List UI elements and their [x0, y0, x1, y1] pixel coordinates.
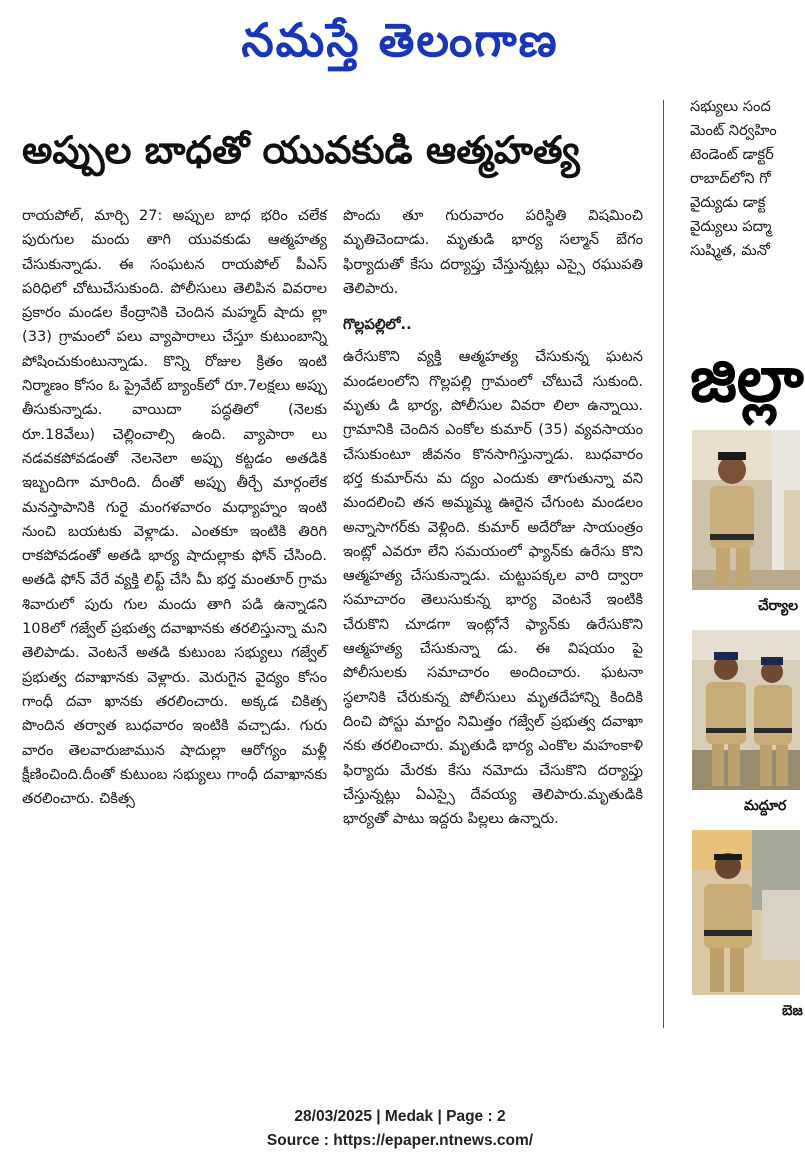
sidebar-line: రాబాద్‌లోని గో	[690, 170, 771, 187]
article-paragraph: రాయపోల్‌, మార్చి 27: అప్పుల బాధ భరిం చలేక పురుగుల మందు తాగి యువకుడు ఆత్మహత్య చేసుకున్నాడు. ఈ సంఘటన రాయపోల్‌ పీఎస్‌ పరిధిలో చోటుచేసుకుంది. పోలీసులు తెలిపిన వివరాల ప్రకారం మండల కేంద్రానికి చెందిన మహ్మద్‌ షాదు ల్లా (33) గ్రామంలో పలు వ్యాపారాలు చేస్తూ కుటుంబాన్ని పోషించుకుంటున్నాడు. కొన్ని రోజుల క్రితం ఇంటి నిర్మాణం కోసం ఓ ప్రైవేట్‌ బ్యాంక్‌లో రూ.7లక్షలు అప్పు తీసుకున్నాడు. వాయిదా పద్ధతిలో (నెలకు రూ.18వేలు) చెల్లించాల్సి ఉంది. వ్యాపారా లు నడవకపోవడంతో నెలనెలా అప్పు కట్టడం అతడికి ఇబ్బందిగా మారింది. దీంతో అప్పు తీర్చే మార్గంలేక మనస్తాపానికి గురై మంగళవారం మధ్యాహ్నం ఇంటి నుంచి బయటకు వెళ్లాడు. ఎంతకూ ఇంటికి తిరిగి రాకపోవడంతో అతడి భార్య షాదుల్లాకు ఫోన్‌ చేసింది. అతడి ఫోన్‌ వేరే వ్యక్తి లిఫ్ట్‌ చేసి మీ భర్త మంతూర్‌ గ్రామ శివారులో పురు గుల మందు తాగి పడి ఉన్నాడని 108లో గజ్వేల్‌ ప్రభుత్వ దవాఖానకు తరలిస్తున్నా మని తెలిపాడు. వెంటనే అతడి కుటుంబ సభ్యులు గజ్వేల్‌ ప్రభుత్వ దవాఖానకు వెళ్లారు. మెరుగైన వైద్యం కోసం గాంధీ దవా ఖానకు తరలించారు. అక్కడ చికిత్స పొందిన తర్వాత బుధవారం ఇంటికి వచ్చాడు. గురు వారం తెలవారుజామున షాదుల్లా ఆరోగ్యం మళ్లీ క్షీణించింది.దీంతో కుటుంబ సభ్యులు గాంధీ దవాఖానకు తరలించారు. చికిత్స	[22, 207, 327, 808]
police-officer-photo	[692, 430, 800, 590]
sidebar-article-fragment	[690, 95, 805, 263]
photo-caption: చేర్యాల	[758, 598, 799, 614]
article-paragraph-intro: పొందు తూ గురువారం పరిస్థితి విషమించి మృతిచెందాడు. మృతుడి భార్య సల్మాన్‌ బేగం ఫిర్యాదుతో కేసు దర్యాప్తు చేస్తున్నట్లు ఎస్సై రఘుపతి తెలిపారు.	[343, 207, 643, 297]
masthead	[0, 0, 800, 80]
sidebar-line: వైద్యుడు డాక్ట	[690, 194, 766, 211]
photo-caption: మద్దూర	[744, 798, 787, 814]
sidebar-line: సుష్మిత, మనో	[690, 242, 770, 259]
article-headline: అప్పుల బాధతో యువకుడి ఆత్మహత్య	[22, 128, 580, 172]
column-divider	[663, 100, 664, 1028]
sidebar-line: సభ్యులు సంద	[690, 98, 771, 115]
sidebar-line: వైద్యులు పద్మా	[690, 218, 772, 235]
article-column-2	[343, 204, 643, 831]
sidebar-line: టెండెంట్‌ డాక్టర్	[690, 146, 774, 163]
article-column-1	[22, 204, 327, 811]
police-officers-photo	[692, 630, 800, 790]
masthead-logo: నమస్తే తెలంగాణ	[241, 13, 559, 67]
article-paragraph-body: ఉరేసుకొని వ్యక్తి ఆత్మహత్య చేసుకున్న ఘటన మండలంలోని గొల్లపల్లి గ్రామంలో చోటుచే సుకుంది. మృతు డి భార్య, పోలీసుల వివరా లిలా ఉన్నాయి. గ్రామానికి చెందిన ఎంకోల కుమార్‌ (35) వ్యవసాయం చేసుకుంటూ జీవనం కొనసాగిస్తున్నాడు. బుధవారం భర్త కుమార్‌ను మ ద్యం ఎందుకు తాగుతున్నా వని మందలించి తన అమ్మమ్మ ఊరైన చేగుంట మండలం అన్నాసాగర్‌కు వెళ్లింది. కుమార్‌ అదేరోజు సాయంత్రం ఇంట్లో ఎవరూ లేని సమయంలో ఫ్యాన్‌కు ఉరేసు కొని ఆత్మహత్య చేసుకున్నాడు. చుట్టుపక్కల వారి ద్వారా సమాచారం తెలుసుకున్న భార్య వెంటనే ఇంటికి చేరుకొని చూడగా ఇంట్లోనే ఫ్యాన్‌కు ఉరేసుకొని ఆత్మహత్య చేసుకున్నా డు. ఈ విషయం పై పోలీసులకు సమాచారం అందించారు. ఘటనా స్థలానికి చేరుకున్న పోలీసులు మృతదేహాన్ని కిందికి దించి పోస్టు మార్టం నిమిత్తం గజ్వేల్‌ ప్రభుత్వ దవాఖా నకు తరలించారు. మృతుడి భార్య ఎంకొల మహంకాళి ఫిర్యాదు మేరకు కేసు నమోదు చేసుకొని దర్యాప్తు చేస్తున్నట్లు ఏఎస్సై దేవయ్య తెలిపారు.మృతుడికి భార్యతో పాటు ఇద్దరు పిల్లలు ఉన్నారు.	[343, 348, 643, 828]
article-subheading: గొల్లపల్లిలో..	[343, 316, 412, 334]
photo-caption: బెజ	[782, 1003, 803, 1019]
police-officer-photo	[692, 830, 800, 995]
sidebar-line: మెంట్‌ నిర్వహిం	[690, 122, 777, 139]
footer-source-link[interactable]: Source : https://epaper.ntnews.com/	[266, 1132, 534, 1149]
footer-date-edition: 28/03/2025 | Medak | Page : 2	[294, 1108, 506, 1125]
sidebar-headline: జిల్లా	[690, 343, 804, 417]
